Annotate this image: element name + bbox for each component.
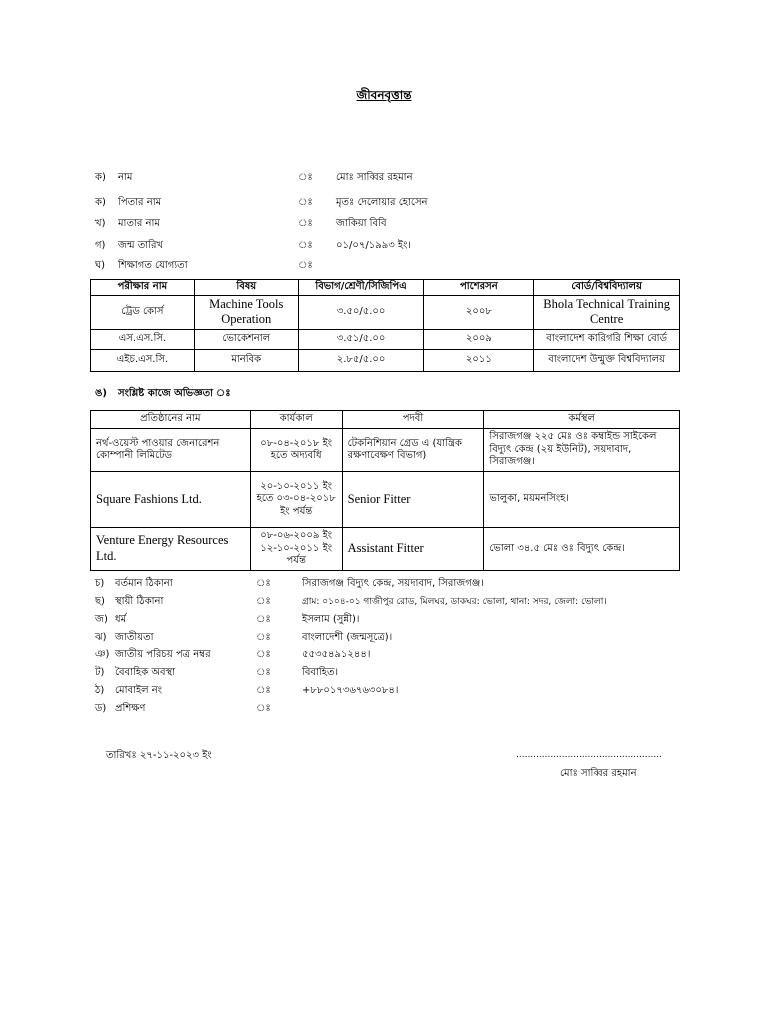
colon: ঃ	[256, 703, 271, 714]
table-header: বিষয়	[194, 280, 298, 296]
field-value-permanent-address: গ্রাম: ০১০৪-০১ গাজীপুর রোড, মিলঘর, ডাকঘর: ভোলা, থানা: সদর, জেলা: ভোলা।	[302, 597, 607, 607]
colon: ঃ	[256, 596, 271, 607]
table-cell: Square Fashions Ltd.	[91, 472, 251, 528]
table-cell: নর্থ-ওয়েস্ট পাওয়ার জেনারেশন কোম্পানী লিমিটেড	[91, 429, 251, 472]
education-table	[90, 279, 680, 372]
signature-line: ...................................................	[516, 750, 662, 760]
table-cell: ৩.৫০/৫.০০	[298, 295, 424, 329]
table-header: প্রতিষ্ঠানের নাম	[91, 411, 251, 429]
field-label-father: পিতার নাম	[118, 197, 162, 208]
marker: জ)	[95, 614, 108, 625]
colon: ঃ	[298, 172, 313, 183]
experience-heading: সংশ্লিষ্ট কাজে অভিজ্ঞতা ঃ	[118, 388, 231, 399]
table-cell: ট্রেড কোর্স	[91, 295, 195, 329]
colon: ঃ	[298, 240, 313, 251]
field-label-nationality: জাতীয়তা	[115, 632, 154, 643]
table-row	[91, 429, 680, 472]
table-header: কর্মস্থল	[484, 411, 680, 429]
colon: ঃ	[298, 197, 313, 208]
table-cell: Venture Energy Resources Ltd.	[91, 528, 251, 571]
table-row	[91, 349, 680, 371]
table-cell: মানবিক	[194, 349, 298, 371]
table-header: পদবী	[342, 411, 484, 429]
field-value-religion: ইসলাম (সুন্নী)।	[302, 614, 360, 625]
table-cell: ২০১১	[424, 349, 534, 371]
table-cell: Assistant Fitter	[342, 528, 484, 571]
table-row	[91, 472, 680, 528]
field-label-training: প্রশিক্ষণ	[115, 703, 146, 714]
table-cell: Senior Fitter	[342, 472, 484, 528]
table-cell: সিরাজগঞ্জ ২২৫ মেঃ ওঃ কম্বাইন্ড সাইকেল বিদ্যুৎ কেন্দ্র (২য় ইউনিট), সয়দাবাদ, সিরাজগঞ্জ।	[484, 429, 680, 472]
field-label-marital-status: বৈবাহিক অবস্থা	[115, 667, 176, 678]
table-cell: এইচ.এস.সি.	[91, 349, 195, 371]
marker: ঠ)	[95, 685, 105, 696]
table-cell: ভালুকা, ময়মনসিংহ।	[484, 472, 680, 528]
field-value-nid: ৫৫৩৫৪৯১২৪৪।	[302, 649, 371, 660]
field-label-name: নাম	[118, 172, 133, 183]
field-label-religion: ধর্ম	[115, 614, 127, 625]
marker: ক)	[95, 197, 106, 208]
marker: গ)	[95, 240, 106, 251]
table-cell: এস.এস.সি.	[91, 329, 195, 349]
marker: ছ)	[95, 596, 105, 607]
table-cell: ২.৮৫/৫.০০	[298, 349, 424, 371]
marker: ট)	[95, 667, 105, 678]
table-cell: ২০০৯	[424, 329, 534, 349]
experience-table	[90, 410, 680, 571]
table-row	[91, 528, 680, 571]
colon: ঃ	[298, 218, 313, 229]
marker: ড)	[95, 703, 107, 714]
table-cell: Machine Tools Operation	[194, 295, 298, 329]
date-line: তারিখঃ ২৭-১১-২০২৩ ইং	[106, 750, 212, 761]
colon: ঃ	[256, 667, 271, 678]
table-row	[91, 295, 680, 329]
field-label-permanent-address: স্থায়ী ঠিকানা	[115, 596, 164, 607]
colon: ঃ	[256, 614, 271, 625]
table-cell: বাংলাদেশ কারিগরি শিক্ষা বোর্ড	[534, 329, 680, 349]
field-value-present-address: সিরাজগঞ্জ বিদ্যুৎ কেন্দ্র, সয়দাবাদ, সিরাজগঞ্জ।	[302, 578, 484, 589]
field-label-present-address: বর্তমান ঠিকানা	[115, 578, 173, 589]
table-cell: টেকনিশিয়ান গ্রেড এ (যান্ত্রিক রক্ষণাবেক্ষণ বিভাগ)	[342, 429, 484, 472]
signer-name: মোঃ সাব্বির রহমান	[560, 768, 637, 779]
field-label-education: শিক্ষাগত যোগ্যতা	[118, 260, 188, 271]
colon: ঃ	[256, 578, 271, 589]
marker: ঝ)	[95, 632, 107, 643]
colon: ঃ	[256, 649, 271, 660]
field-label-dob: জন্ম তারিখ	[118, 240, 164, 251]
marker: ঙ)	[95, 388, 107, 399]
field-value-father: মৃতঃ দেলোয়ার হোসেন	[336, 197, 428, 208]
table-header: পরীক্ষার নাম	[91, 280, 195, 296]
table-row	[91, 329, 680, 349]
table-header: পাশেরসন	[424, 280, 534, 296]
marker: ঞ)	[95, 649, 110, 660]
field-label-mother: মাতার নাম	[118, 218, 160, 229]
marker: খ)	[95, 218, 106, 229]
field-value-mother: জাকিয়া বিবি	[336, 218, 387, 229]
field-value-dob: ০১/০৭/১৯৯৩ ইং।	[336, 240, 411, 251]
field-value-marital-status: বিবাহিত।	[302, 667, 339, 678]
table-cell: ভোলা ৩৪.৫ মেঃ ওঃ বিদ্যুৎ কেন্দ্র।	[484, 528, 680, 571]
table-cell: ৩.৫১/৫.০০	[298, 329, 424, 349]
table-cell: ২০০৮	[424, 295, 534, 329]
field-label-mobile: মোবাইল নং	[115, 685, 163, 696]
colon: ঃ	[256, 685, 271, 696]
field-label-nid: জাতীয় পরিচয় পত্র নম্বর	[115, 649, 211, 660]
table-header: বিভাগ/শ্রেণী/সিজিপিএ	[298, 280, 424, 296]
document-title: জীবনবৃত্তান্ত	[356, 88, 412, 102]
table-header: কার্যকাল	[250, 411, 342, 429]
table-cell: Bhola Technical Training Centre	[534, 295, 680, 329]
field-value-name: মোঃ সাব্বির রহমান	[336, 172, 413, 183]
marker: ক)	[95, 172, 106, 183]
table-cell: ০৮-০৬-২০০৯ ইং ১২-১০-২০১১ ইং পর্যন্ত	[250, 528, 342, 571]
table-cell: ২০-১০-২০১১ ইং হতে ০৩-০৪-২০১৮ ইং পর্যন্ত	[250, 472, 342, 528]
table-cell: ০৮-০৪-২০১৮ ইং হতে অদ্যবধি	[250, 429, 342, 472]
colon: ঃ	[298, 260, 313, 271]
field-value-mobile: +৮৮০১৭৩৬৭৬৩০৮৪।	[302, 685, 399, 696]
marker: ঘ)	[95, 260, 106, 271]
colon: ঃ	[256, 632, 271, 643]
table-cell: বাংলাদেশ উন্মুক্ত বিশ্ববিদ্যালয়	[534, 349, 680, 371]
marker: চ)	[95, 578, 105, 589]
table-header: বোর্ড/বিশ্ববিদ্যালয়	[534, 280, 680, 296]
field-value-nationality: বাংলাদেশী (জন্মসূত্রে)।	[302, 632, 393, 643]
table-cell: ভোকেশনাল	[194, 329, 298, 349]
